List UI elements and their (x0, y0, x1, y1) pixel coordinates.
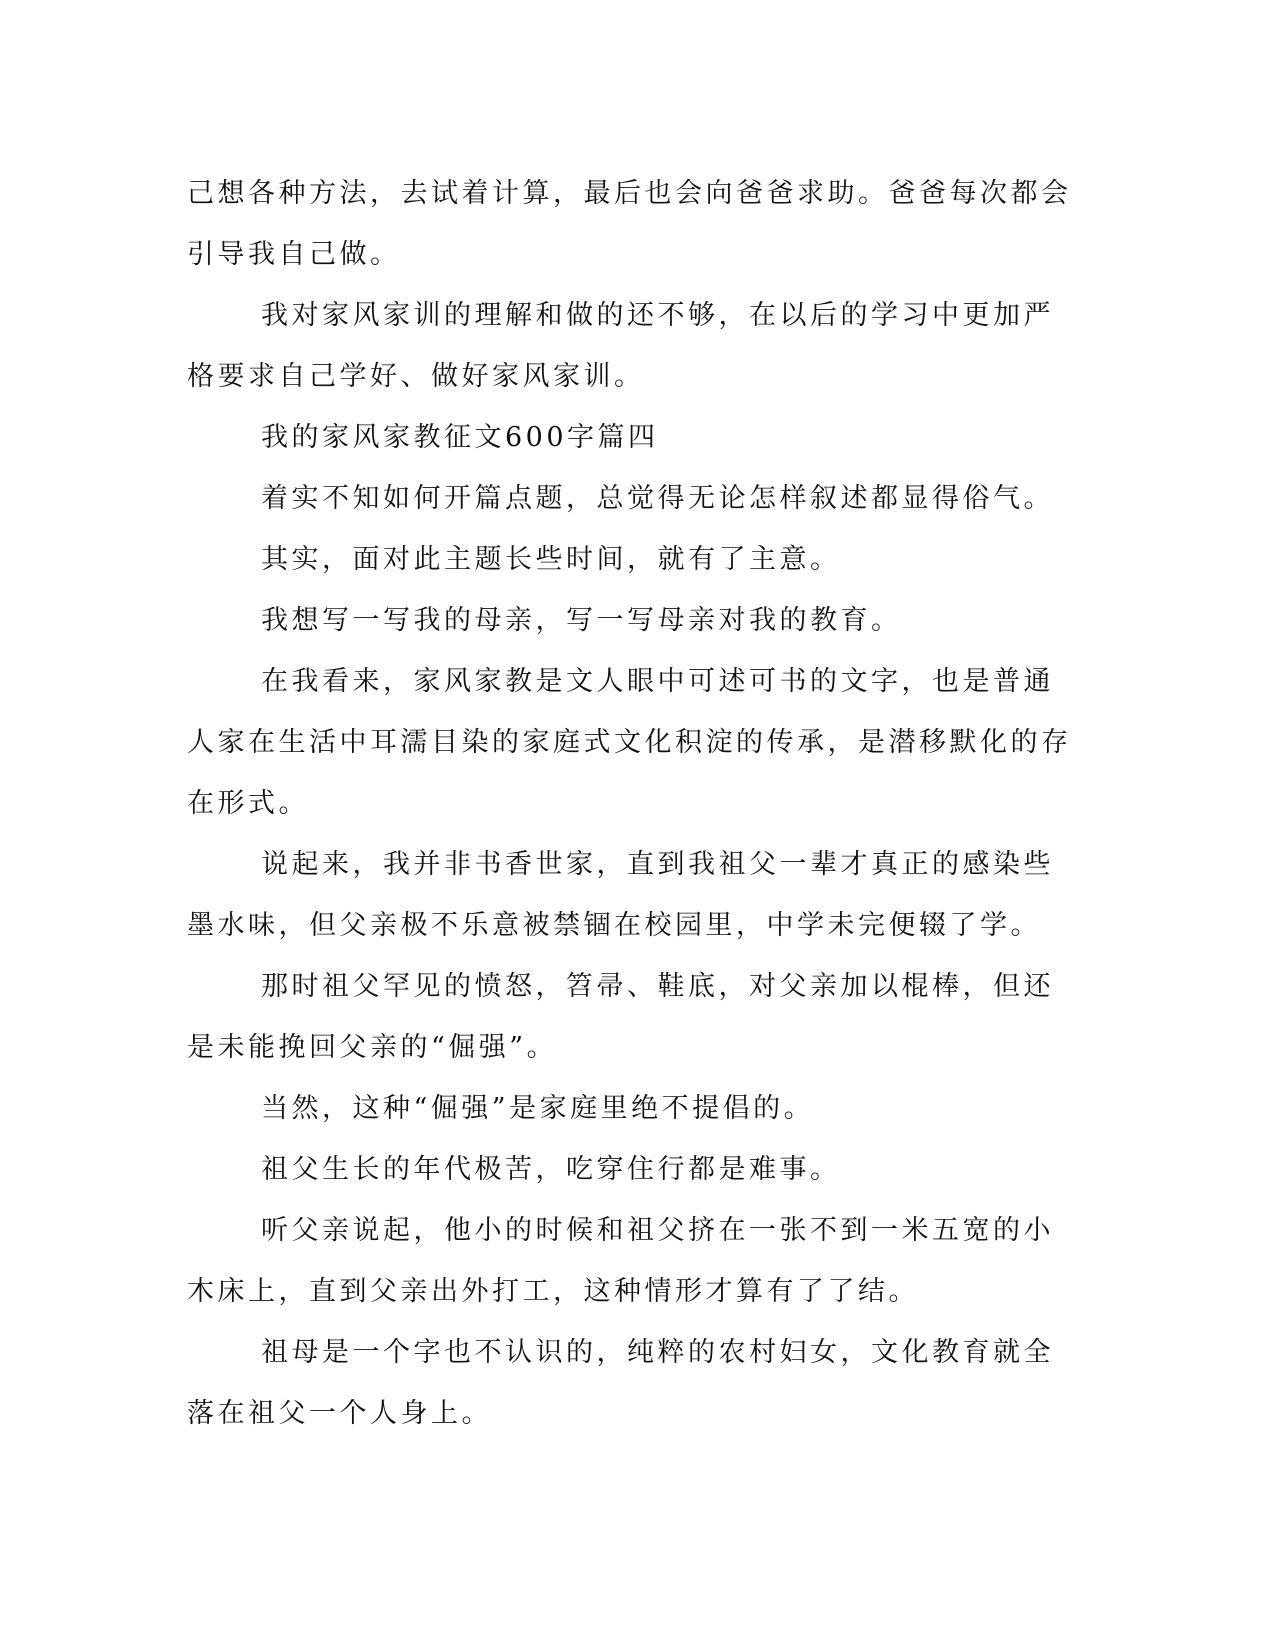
paragraph-6: 我想写一写我的母亲，写一写母亲对我的教育。 (261, 605, 902, 636)
paragraph-12: 听父亲说起，他小的时候和祖父挤在一张不到一米五宽的小木床上，直到父亲出外打工，这种情形才算有了了结。 (187, 1215, 1054, 1307)
paragraph-7: 在我看来，家风家教是文人眼中可述可书的文字，也是普通人家在生活中耳濡目染的家庭式文化积淀的传承，是潜移默化的存在形式。 (187, 666, 1072, 819)
paragraph-8: 说起来，我并非书香世家，直到我祖父一辈才真正的感染些墨水味，但父亲极不乐意被禁锢在校园里，中学未完便辍了学。 (187, 849, 1054, 941)
paragraph-4: 着实不知如何开篇点题，总觉得无论怎样叙述都显得俗气。 (261, 483, 1054, 514)
paragraph-5: 其实，面对此主题长些时间，就有了主意。 (261, 544, 841, 575)
paragraph-9: 那时祖父罕见的愤怒，笤帚、鞋底，对父亲加以棍棒，但还是未能挽回父亲的“倔强”。 (187, 971, 1054, 1063)
paragraph-11: 祖父生长的年代极苦，吃穿住行都是难事。 (261, 1154, 841, 1185)
paragraph-10: 当然，这种“倔强”是家庭里绝不提倡的。 (261, 1093, 815, 1124)
paragraph-1: 己想各种方法，去试着计算，最后也会向爸爸求助。爸爸每次都会引导我自己做。 (187, 178, 1072, 270)
document-body (187, 163, 1072, 1444)
paragraph-13: 祖母是一个字也不认识的，纯粹的农村妇女，文化教育就全落在祖父一个人身上。 (187, 1337, 1054, 1429)
paragraph-2: 我对家风家训的理解和做的还不够，在以后的学习中更加严格要求自己学好、做好家风家训。 (187, 300, 1054, 392)
section-heading: 我的家风家教征文600字篇四 (261, 422, 659, 453)
